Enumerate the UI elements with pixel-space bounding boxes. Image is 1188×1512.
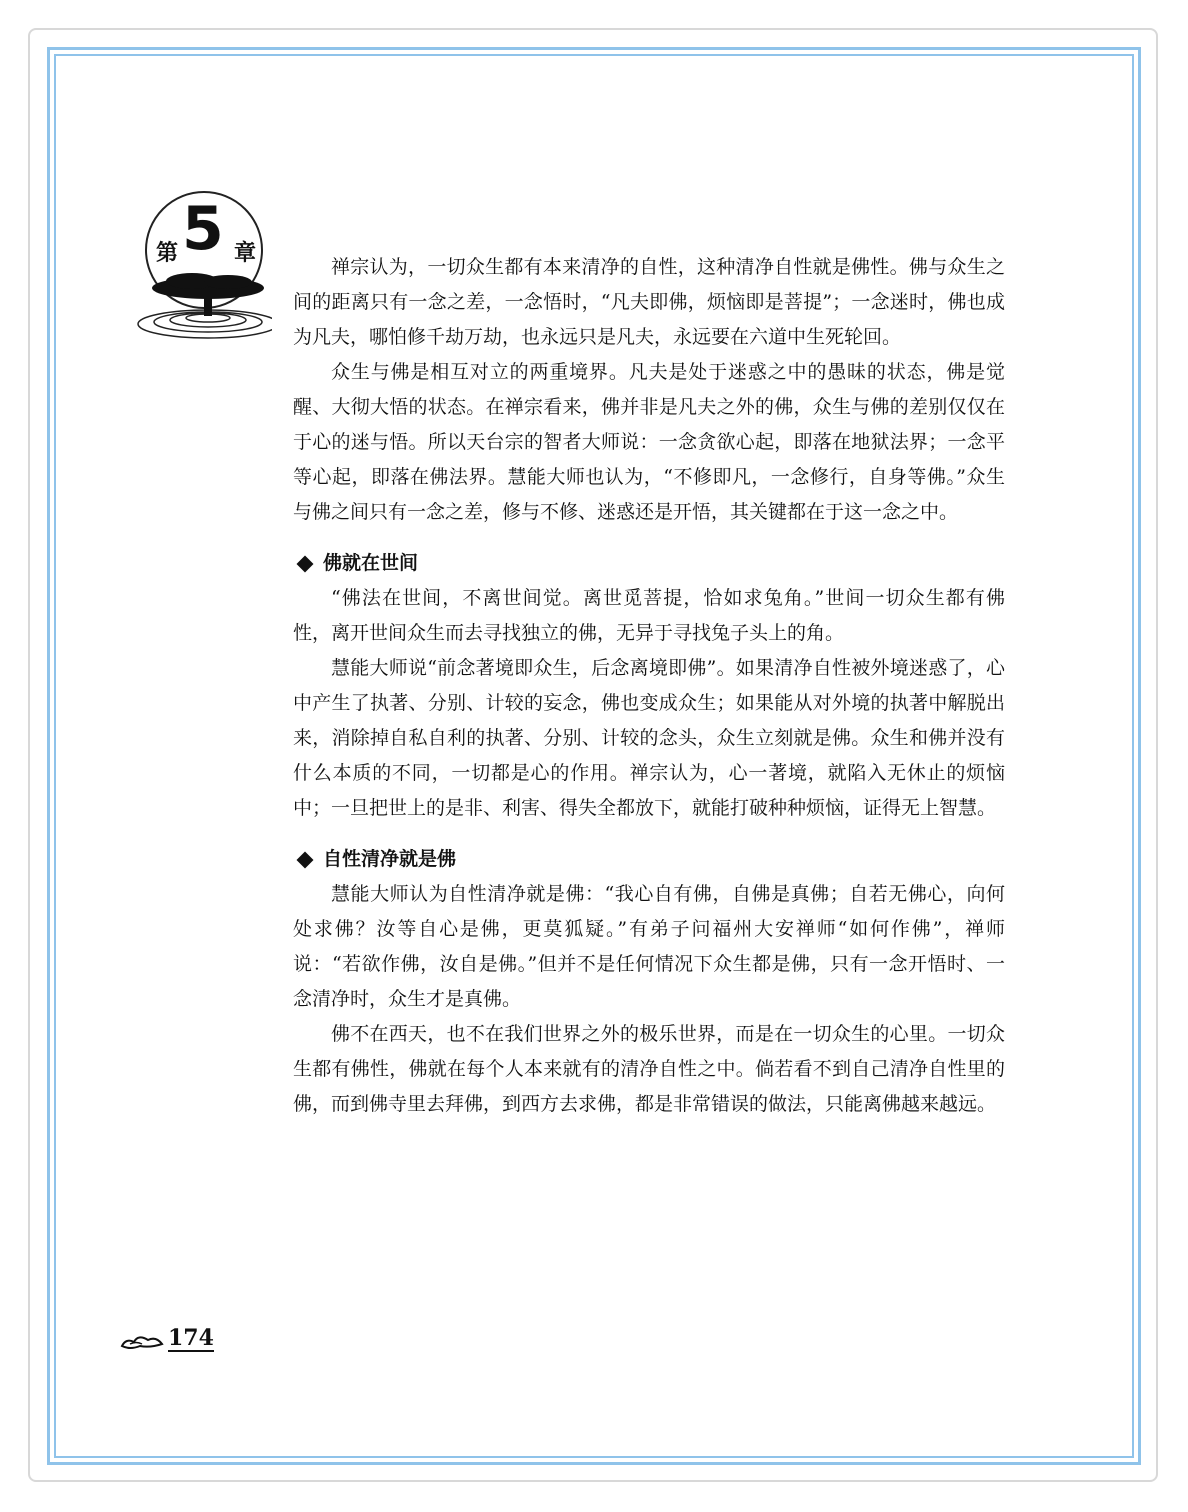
chapter-number: 5 [182, 194, 224, 264]
paragraph: 佛不在西天，也不在我们世界之外的极乐世界，而是在一切众生的心里。一切众生都有佛性，佛就在每个人本来就有的清净自性之中。倘若看不到自己清净自性里的佛，而到佛寺里去拜佛，到西方去求佛，都是非常错误的做法，只能离佛越来越远。 [293, 1023, 1005, 1115]
section-heading [293, 842, 1005, 877]
diamond-bullet-icon [297, 555, 314, 572]
chapter-badge [132, 188, 272, 340]
chapter-prefix: 第 [156, 241, 179, 266]
page-number: 174 [168, 1325, 214, 1351]
article-body [293, 250, 1005, 1122]
paragraph: 慧能大师认为自性清净就是佛：“我心自有佛，自佛是真佛；自若无佛心，向何处求佛？汝等自心是佛，更莫狐疑。”有弟子问福州大安禅师“如何作佛”，禅师说：“若欲作佛，汝自是佛。”但并不是任何情况下众生都是佛，只有一念开悟时、一念清净时，众生才是真佛。 [293, 883, 1005, 1010]
page-footer [120, 1322, 214, 1352]
section-heading [293, 546, 1005, 581]
section-heading-text: 自性清净就是佛 [323, 848, 457, 870]
paragraph: 禅宗认为，一切众生都有本来清净的自性，这种清净自性就是佛性。佛与众生之间的距离只有一念之差，一念悟时，“凡夫即佛，烦恼即是菩提”；一念迷时，佛也成为凡夫，哪怕修千劫万劫，也永远只是凡夫，永远要在六道中生死轮回。 [293, 256, 1005, 348]
section-heading-text: 佛就在世间 [323, 552, 419, 574]
cloud-ornament-icon [120, 1332, 164, 1352]
paragraph: 慧能大师说“前念著境即众生，后念离境即佛”。如果清净自性被外境迷惑了，心中产生了执著、分别、计较的妄念，佛也变成众生；如果能从对外境的执著中解脱出来，消除掉自私自利的执著、分别、计较的念头，众生立刻就是佛。众生和佛并没有什么本质的不同，一切都是心的作用。禅宗认为，心一著境，就陷入无休止的烦恼中；一旦把世上的是非、利害、得失全都放下，就能打破种种烦恼，证得无上智慧。 [293, 657, 1005, 819]
chapter-suffix: 章 [234, 241, 257, 266]
paragraph: 众生与佛是相互对立的两重境界。凡夫是处于迷惑之中的愚昧的状态，佛是觉醒、大彻大悟的状态。在禅宗看来，佛并非是凡夫之外的佛，众生与佛的差别仅仅在于心的迷与悟。所以天台宗的智者大师说：一念贪欲心起，即落在地狱法界；一念平等心起，即落在佛法界。慧能大师也认为，“不修即凡，一念修行，自身等佛。”众生与佛之间只有一念之差，修与不修、迷惑还是开悟，其关键都在于这一念之中。 [293, 361, 1005, 523]
diamond-bullet-icon [297, 851, 314, 868]
paragraph: “佛法在世间，不离世间觉。离世觅菩提，恰如求兔角。”世间一切众生都有佛性，离开世间众生而去寻找独立的佛，无异于寻找兔子头上的角。 [293, 587, 1005, 644]
